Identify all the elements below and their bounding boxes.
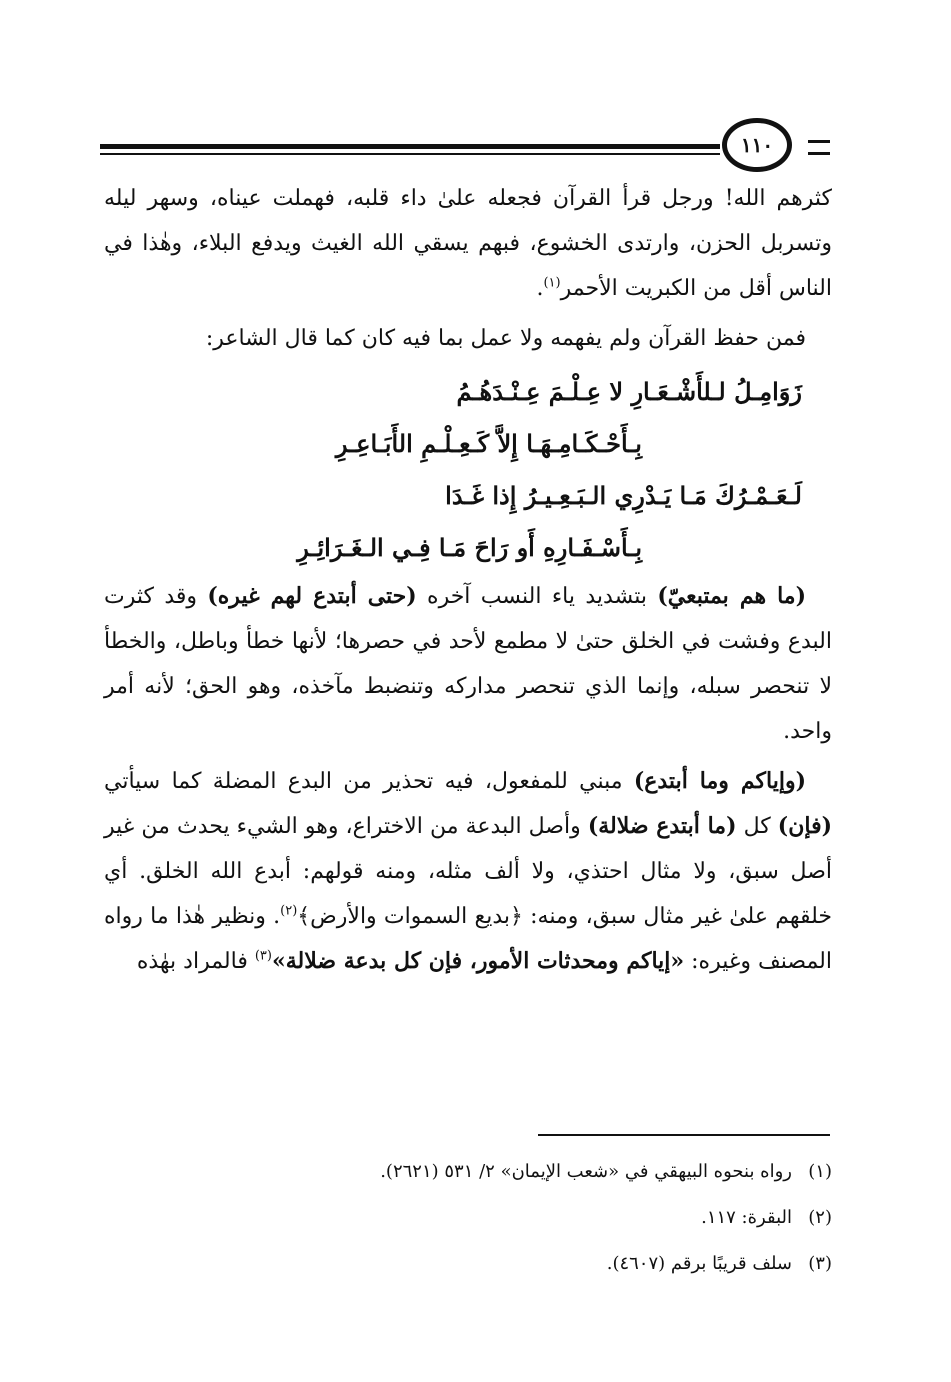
main-text — [104, 176, 832, 989]
paragraph-4-text-a: مبني للمفعول، فيه تحذير من البدع المضلة كما سيأتي — [104, 769, 634, 794]
paragraph-1-end: . — [536, 276, 544, 301]
commentary-term: (وإياكم وما أبتدع) — [633, 768, 806, 794]
hadith-quote: «إياكم ومحدثات الأمور، فإن كل بدعة ضلالة» — [271, 948, 685, 974]
commentary-term: (ما هم بمتبعيّ) — [657, 583, 806, 609]
paragraph-3-text-b: وقد كثرت البدع وفشت في الخلق حتىٰ لا مطمع لأحد في حصرها؛ لأنها خطأ وباطل، والخطأ لا تنحصر سبله، وإنما الذي تنحصر مداركه وتنضبط مآخذه، وهو الحق؛ لأنه أمر واحد. — [104, 584, 832, 744]
paragraph-4 — [104, 759, 832, 984]
footnote-3 — [300, 1244, 832, 1290]
footnote-ref-1: (١) — [543, 275, 561, 291]
quran-quote: ﴿بديع السموات والأرض﴾ — [297, 904, 523, 929]
footnote-ref-3: (٣) — [254, 948, 272, 964]
paragraph-1-text: كثرهم الله! ورجل قرأ القرآن فجعله علىٰ داء قلبه، فهملت عيناه، وسهر ليله وتسربل الحزن، وارتدى الخشوع، فبهم يسقي الله الغيث ويدفع البلاء، وهٰذا في الناس أقل من الكبريت الأحمر — [104, 186, 832, 301]
poem-line-3: لَـعَـمْـرُكَ مَـا يَـدْرِي الـبَـعِـيـرُ إِذا غَـدَا — [445, 481, 802, 510]
header-rule-thin — [100, 153, 720, 155]
footnote-text: البقرة: ١١٧. — [701, 1207, 792, 1228]
footnote-text: رواه بنحوه البيهقي في «شعب الإيمان» ٢/ ٥٣١ (٢٦٢١). — [380, 1161, 792, 1182]
footnote-marker: (١) — [808, 1161, 832, 1182]
paragraph-3 — [104, 574, 832, 754]
paragraph-3-text-a: بتشديد ياء النسب آخره — [416, 584, 658, 609]
header-rule-thick — [100, 144, 720, 149]
header-rule-tail-bottom — [808, 152, 830, 155]
paragraph-4-text-e: فالمراد بهٰذه — [136, 949, 255, 974]
footnotes — [300, 1152, 832, 1290]
commentary-term: (حتى أبتدع لهم غيره) — [207, 583, 417, 609]
footnote-marker: (٢) — [808, 1207, 832, 1228]
footnote-1 — [300, 1152, 832, 1198]
page-number: ١١٠ — [722, 118, 792, 172]
poem-line-2: بِـأَحْـكَـامِـهَـا إِلاَّ كَـعِـلْـمِ الأَبَـاعِـرِ — [335, 429, 642, 458]
header-rule-tail-top — [808, 140, 830, 143]
paragraph-4-text-c: وأصل البدعة من الاختراع، وهو الشيء يحدث من غير أصل سبق، ولا مثال احتذي، ولا ألف مثله، ومنه قولهم: أبدع الله الخلق. أي خلقهم علىٰ غير مثال سبق، ومنه: — [104, 814, 832, 929]
poem — [104, 366, 832, 574]
paragraph-1 — [104, 176, 832, 311]
footnote-marker: (٣) — [808, 1253, 832, 1274]
footnote-text: سلف قريبًا برقم (٤٦٠٧). — [606, 1253, 792, 1274]
paragraph-4-text-b: كل — [736, 814, 778, 839]
poem-line-4: بِـأَسْـفَـارِهِ أَو رَاحَ مَـا فِـي الـغَـرَائِـرِ — [297, 533, 642, 562]
commentary-term: (ما أبتدع ضلالة) — [587, 813, 737, 839]
commentary-term: (فإن) — [777, 813, 832, 839]
paragraph-4-text-d: . ونظير هٰذا ما رواه المصنف وغيره: — [104, 904, 832, 974]
poem-line-1: زَوَامِـلُ لـلأَشْـعَـارِ لا عِـلْـمَ عِـنْـدَهُـمُ — [456, 377, 802, 406]
page-header — [100, 118, 830, 178]
paragraph-2: فمن حفظ القرآن ولم يفهمه ولا عمل بما فيه كان كما قال الشاعر: — [205, 326, 806, 351]
footnote-2 — [300, 1198, 832, 1244]
footnote-separator — [538, 1134, 830, 1136]
footnote-ref-2: (٢) — [280, 903, 298, 919]
